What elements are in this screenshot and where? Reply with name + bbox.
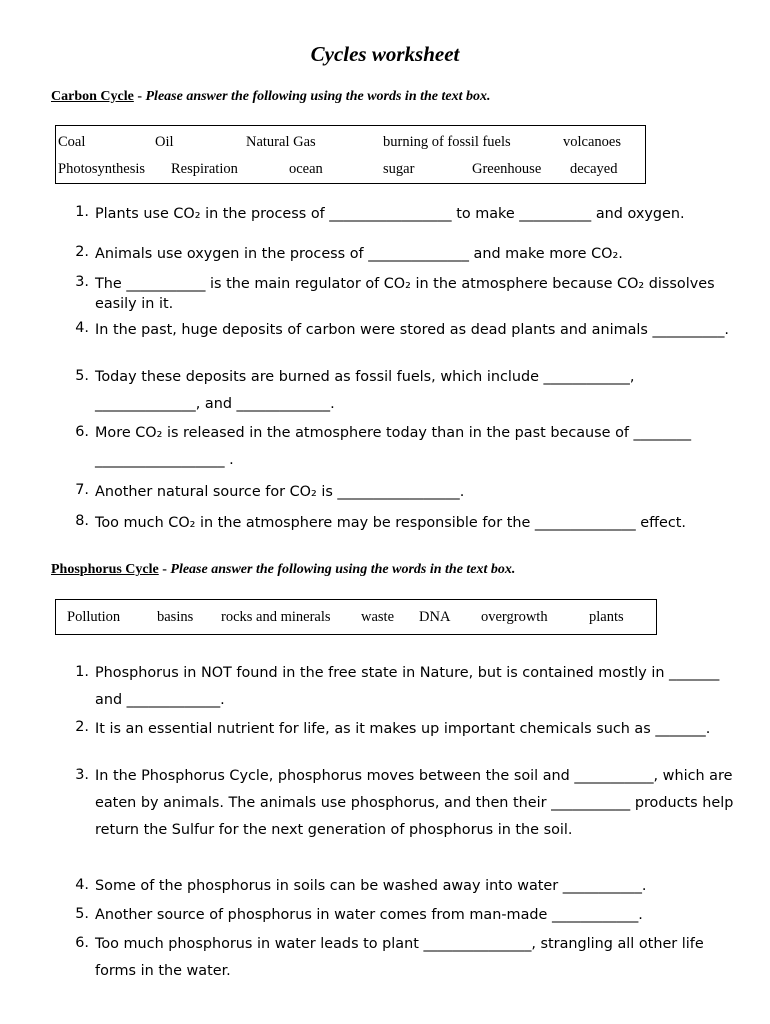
question-number: 6.	[75, 935, 89, 951]
question-text: More CO₂ is released in the atmosphere today than in the past because of ________ __________________ .	[95, 425, 692, 468]
worksheet-title: Cycles worksheet	[310, 42, 460, 66]
phosphorus-word-bank	[55, 599, 657, 635]
question-item	[75, 274, 735, 314]
word-bank-item: rocks and minerals	[221, 609, 331, 625]
word-bank-item: basins	[157, 609, 194, 625]
question-text: Too much phosphorus in water leads to plant _______________, strangling all other life forms in the water.	[95, 936, 704, 979]
carbon-heading: Carbon Cycle	[51, 89, 134, 104]
carbon-word-bank	[55, 125, 646, 184]
question-item	[75, 320, 735, 340]
question-item	[75, 364, 735, 418]
question-item	[75, 763, 735, 844]
phosphorus-section-heading	[51, 562, 515, 578]
word-bank-item: DNA	[419, 609, 451, 625]
question-number: 4.	[75, 320, 89, 336]
question-number: 3.	[75, 767, 89, 783]
question-item	[75, 660, 735, 714]
question-text: Today these deposits are burned as fossil fuels, which include ____________, ______________, and _____________.	[95, 369, 635, 412]
word-bank-item: burning of fossil fuels	[383, 134, 511, 150]
question-number: 5.	[75, 368, 89, 384]
word-bank-item: Greenhouse	[472, 161, 542, 177]
word-bank-item: Pollution	[67, 609, 121, 625]
phosphorus-instructions: Please answer the following using the words in the text box.	[170, 562, 516, 577]
question-item	[75, 719, 735, 739]
question-text: It is an essential nutrient for life, as it makes up important chemicals such as _______.	[95, 721, 711, 737]
question-text: Animals use oxygen in the process of ______________ and make more CO₂.	[95, 246, 623, 262]
question-item	[75, 873, 735, 900]
phosphorus-separator: -	[158, 562, 171, 577]
word-bank-item: Respiration	[171, 161, 238, 177]
question-number: 7.	[75, 482, 89, 498]
question-number: 5.	[75, 906, 89, 922]
question-item	[75, 931, 735, 985]
word-bank-item: decayed	[570, 161, 618, 177]
word-bank-item: waste	[361, 609, 395, 625]
question-item	[75, 244, 735, 264]
word-bank-item: volcanoes	[563, 134, 621, 150]
question-number: 6.	[75, 424, 89, 440]
question-number: 1.	[75, 204, 89, 220]
question-text: Too much CO₂ in the atmosphere may be responsible for the ______________ effect.	[95, 515, 686, 531]
question-number: 8.	[75, 513, 89, 529]
question-text: Another source of phosphorus in water comes from man-made ____________.	[95, 907, 643, 923]
question-number: 4.	[75, 877, 89, 893]
carbon-instructions: Please answer the following using the words in the text box.	[145, 89, 491, 104]
question-text: The ___________ is the main regulator of CO₂ in the atmosphere because CO₂ dissolves easily in it.	[95, 276, 715, 312]
question-text: Phosphorus in NOT found in the free state in Nature, but is contained mostly in _______ and _____________.	[95, 665, 720, 708]
question-text: In the Phosphorus Cycle, phosphorus moves between the soil and ___________, which are eaten by animals. The animals use phosphorus, and then their ___________ products help return the Sulfur for the next generation of phosphorus in the soil.	[95, 768, 734, 838]
phosphorus-heading: Phosphorus Cycle	[51, 562, 159, 577]
question-item	[75, 902, 735, 929]
question-number: 1.	[75, 664, 89, 680]
word-bank-item: Photosynthesis	[58, 161, 146, 177]
question-text: In the past, huge deposits of carbon were stored as dead plants and animals __________.	[95, 322, 730, 338]
question-text: Another natural source for CO₂ is _________________.	[95, 484, 465, 500]
question-item	[75, 482, 735, 502]
question-item	[75, 204, 735, 224]
carbon-separator: -	[133, 89, 146, 104]
word-bank-item: Oil	[155, 134, 174, 150]
question-number: 2.	[75, 244, 89, 260]
question-text: Some of the phosphorus in soils can be washed away into water ___________.	[95, 878, 647, 894]
word-bank-item: Coal	[58, 134, 86, 150]
question-number: 2.	[75, 719, 89, 735]
question-item	[75, 513, 735, 533]
word-bank-item: ocean	[289, 161, 323, 177]
question-text: Plants use CO₂ in the process of _________________ to make __________ and oxygen.	[95, 206, 685, 222]
word-bank-item: sugar	[383, 161, 415, 177]
carbon-section-heading	[51, 89, 491, 105]
word-bank-item: overgrowth	[481, 609, 548, 625]
question-number: 3.	[75, 274, 89, 290]
question-item	[75, 420, 735, 474]
word-bank-item: Natural Gas	[246, 134, 316, 150]
word-bank-item: plants	[589, 609, 624, 625]
